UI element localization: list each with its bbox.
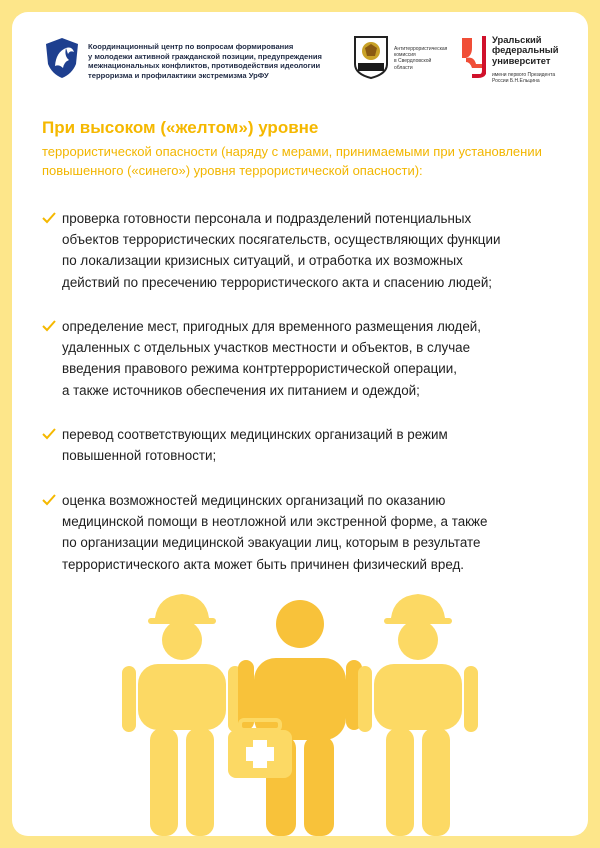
check-icon (42, 320, 56, 332)
left-guard-figure (122, 594, 242, 836)
university-subtitle: имени первого Президента России Б.Н.Ельцина (492, 72, 556, 85)
list-item-text: проверка готовности персонала и подразделений потенциальных объектов террористических посягательств, осуществляющих функции по локализации кризисных ситуаций, и отработка их возможных действий по пресечению террористического акта и спасению людей; (62, 211, 501, 290)
page-title: При высоком («желтом») уровне (42, 118, 319, 137)
page-subtitle: террористической опасности (наряду с мерами, принимаемыми при установлении повышенного («синего») уровня террористической опасности): (42, 144, 542, 178)
list-item-text: оценка возможностей медицинских организаций по оказанию медицинской помощи в неотложной или экстренной форме, а также по организации медицинской эвакуации лиц, которым в результате террористического акта может быть причинен физический вред. (62, 493, 488, 572)
commission-emblem (352, 34, 390, 80)
university-name: Уральский федеральный университет (492, 34, 559, 66)
urfu-logo (458, 34, 488, 80)
coordination-center-logo (42, 36, 82, 80)
header (12, 12, 588, 92)
commission-name: Антитеррористическая комиссия в Свердловской области (394, 46, 448, 71)
right-guard-figure (358, 594, 478, 836)
people-illustration (12, 588, 588, 836)
check-icon (42, 212, 56, 224)
leaflet-card (12, 12, 588, 836)
check-icon (42, 494, 56, 506)
list-item-text: определение мест, пригодных для временного размещения людей, удаленных с отдельных участков местности и объектов, в случае введения правового режима контртеррористической операции, а также источников обеспечения их питанием и одеждой; (62, 319, 481, 398)
organization-name: Координационный центр по вопросам формирования у молодежи активной гражданской позиции, предупреждения межнациональных конфликтов, противодействия идеологии терроризма и профилактики экстремизма УрФУ (88, 42, 322, 80)
list-item-text: перевод соответствующих медицинских организаций в режим повышенной готовности; (62, 427, 448, 464)
check-icon (42, 428, 56, 440)
